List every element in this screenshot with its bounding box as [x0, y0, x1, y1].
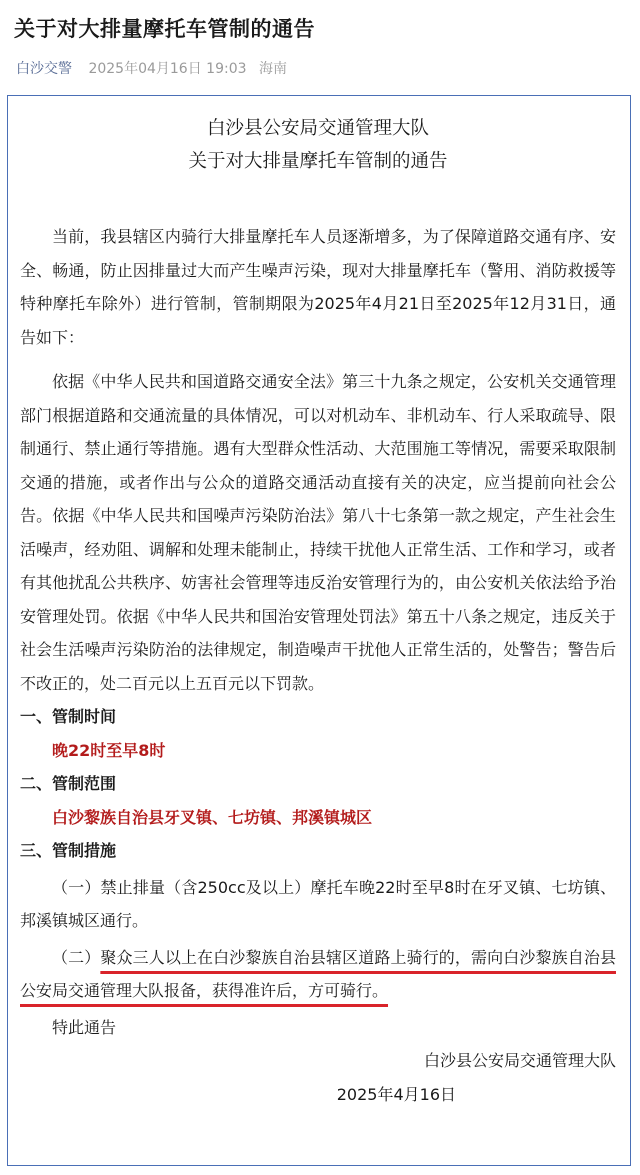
article-meta	[16, 58, 287, 78]
notice-date: 2025年4月16日	[336, 1084, 456, 1104]
section-time-title: 一、管制时间	[20, 707, 117, 726]
section-time-value: 晚22时至早8时	[52, 740, 166, 760]
section-scope-value: 白沙黎族自治县牙叉镇、七坊镇、邦溪镇城区	[52, 807, 373, 827]
notice-issuer: 白沙县公安局交通管理大队	[206, 118, 429, 139]
measure-one: （一）禁止排量（含250cc及以上）摩托车晚22时至早8时在牙叉镇、七坊镇、邦溪镇城区通行。	[20, 877, 616, 930]
article-title: 关于对大排量摩托车管制的通告	[14, 17, 315, 41]
legal-basis-paragraph: 依据《中华人民共和国道路交通安全法》第三十九条之规定，公安机关交通管理部门根据道路和交通流量的具体情况，可以对机动车、非机动车、行人采取疏导、限制通行、禁止通行等措施。遇有大型群众性活动、大范围施工等情况，需要采取限制交通的措施，或者作出与公众的道路交通活动直接有关的决定，应当提前向社会公告。依据《中华人民共和国噪声污染防治法》第八十七条第一款之规定，产生社会生活噪声，经劝阻、调解和处理未能制止，持续干扰他人正常生活、工作和学习，或者有其他扰乱公共秩序、妨害社会管理等违反治安管理行为的，由公安机关依法给予治安管理处罚。依据《中华人民共和国治安管理处罚法》第五十八条之规定，违反关于社会生活噪声污染防治的法律规定，制造噪声干扰他人正常生活的，处警告；警告后不改正的，处二百元以上五百元以下罚款。	[20, 372, 616, 693]
publish-time: 2025年04月16日 19:03	[88, 61, 247, 77]
closing-text: 特此通告	[52, 1017, 117, 1037]
signature: 白沙县公安局交通管理大队	[423, 1051, 616, 1070]
measure-two-prefix: （二）	[52, 947, 101, 967]
intro-paragraph: 当前，我县辖区内骑行大排量摩托车人员逐渐增多，为了保障道路交通有序、安全、畅通，防止因排量过大而产生噪声污染，现对大排量摩托车（警用、消防救援等特种摩托车除外）进行管制，管制期限为2025年4月21日至2025年12月31日，通告如下：	[20, 227, 616, 347]
measure-two	[20, 941, 616, 1008]
publish-location: 海南	[258, 61, 287, 77]
notice-document	[20, 112, 616, 1111]
measure-two-text: 聚众三人以上在白沙黎族自治县辖区道路上骑行的，需向白沙黎族自治县公安局交通管理大队报备，获得准许后，方可骑行。	[20, 947, 616, 1000]
author-link[interactable]: 白沙交警	[16, 61, 72, 77]
section-scope-title: 二、管制范围	[20, 774, 117, 793]
section-measures-title: 三、管制措施	[20, 841, 117, 860]
notice-heading: 关于对大排量摩托车管制的通告	[188, 151, 448, 172]
